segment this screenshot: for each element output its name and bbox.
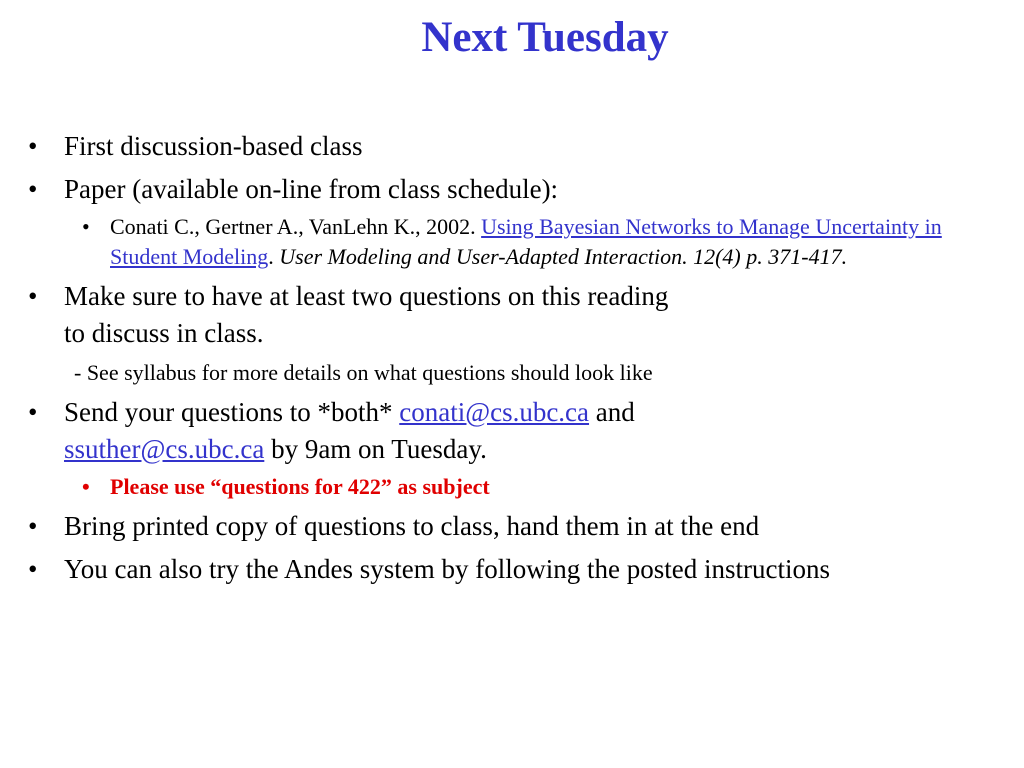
and-text: and <box>589 397 635 427</box>
citation-authors: Conati C., Gertner A., VanLehn K., 2002. <box>110 214 482 239</box>
bullet-item <box>28 128 988 165</box>
bullet-icon: • <box>28 511 38 541</box>
bullet-text-printed-copy: Bring printed copy of questions to class, hand them in at the end <box>64 511 760 541</box>
email-link-ssuther[interactable]: ssuther@cs.ubc.ca <box>64 434 265 464</box>
bullet-icon: • <box>28 174 38 204</box>
subject-instruction: Please use “questions for 422” as subject <box>110 474 490 499</box>
citation-period: . <box>268 244 280 269</box>
sub-bullet-item <box>74 472 988 502</box>
bullet-text-questions-line2: to discuss in class. <box>64 318 264 348</box>
bullet-list <box>28 128 988 594</box>
sub-bullet-item <box>74 212 988 272</box>
bullet-icon: • <box>28 131 38 161</box>
bullet-item <box>28 394 988 502</box>
send-questions-text: Send your questions to *both* <box>64 397 400 427</box>
bullet-icon: • <box>28 281 38 311</box>
bullet-icon: • <box>28 397 38 427</box>
slide-title: Next Tuesday <box>421 14 669 61</box>
bullet-icon: • <box>28 554 38 584</box>
syllabus-note: - See syllabus for more details on what questions should look like <box>74 360 653 385</box>
bullet-text-andes: You can also try the Andes system by following the posted instructions <box>64 554 830 584</box>
bullet-icon: • <box>82 474 90 499</box>
deadline-text: by 9am on Tuesday. <box>264 434 487 464</box>
bullet-text-questions-line1: Make sure to have at least two questions on this reading <box>64 281 669 311</box>
sub-bullet-list <box>74 212 988 272</box>
paper-link[interactable]: Using Bayesian Networks to Manage Uncertainty in Student Modeling <box>110 214 942 269</box>
bullet-icon: • <box>82 214 90 239</box>
bullet-item <box>28 508 988 545</box>
bullet-item <box>28 278 988 388</box>
bullet-text-discussion: First discussion-based class <box>64 131 363 161</box>
bullet-text-paper: Paper (available on-line from class schedule): <box>64 174 559 204</box>
email-link-conati[interactable]: conati@cs.ubc.ca <box>399 397 590 427</box>
citation-journal: User Modeling and User-Adapted Interaction. 12(4) p. 371-417. <box>279 244 848 269</box>
bullet-item <box>28 171 988 272</box>
bullet-item <box>28 551 988 588</box>
sub-bullet-list <box>74 472 988 502</box>
